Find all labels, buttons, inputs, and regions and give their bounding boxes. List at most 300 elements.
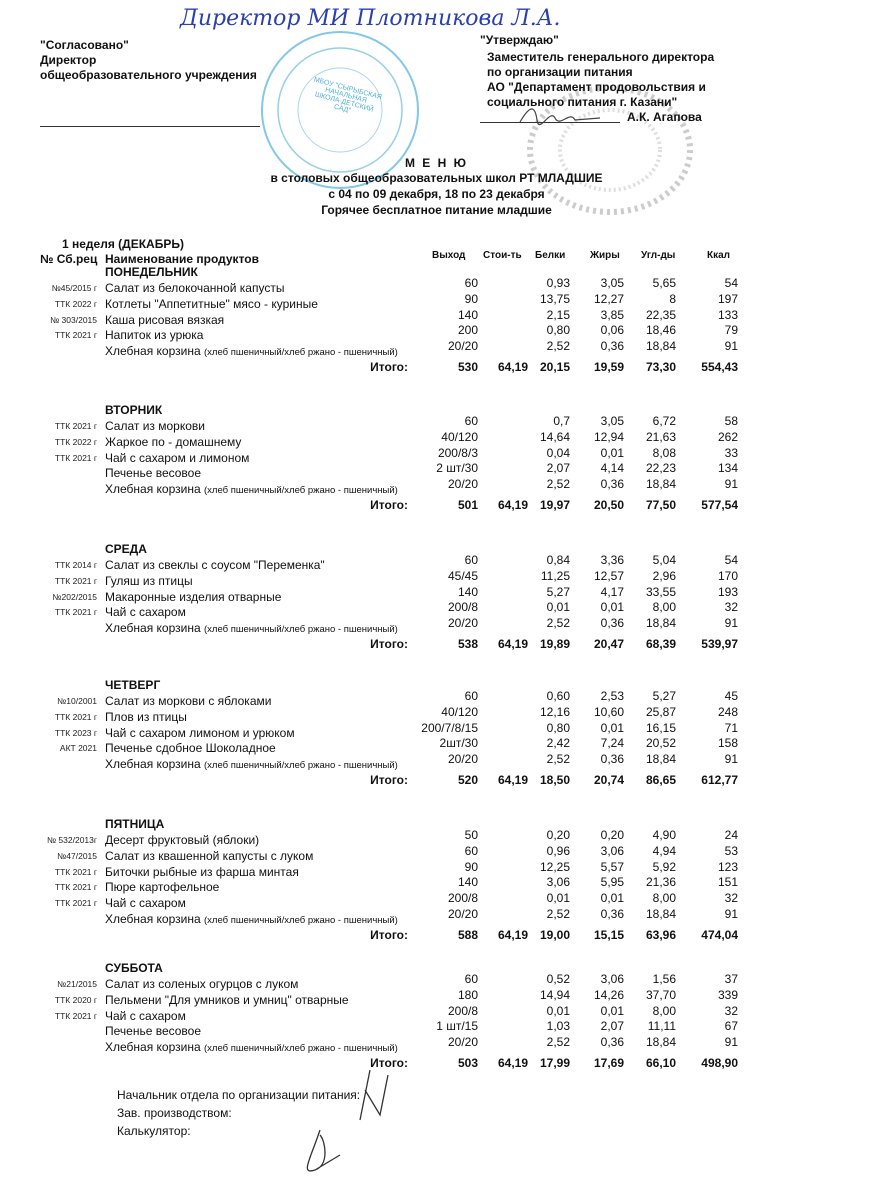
value-kcal: 79 — [724, 323, 738, 338]
total-kcal: 474,04 — [701, 927, 738, 942]
value-carb: 18,84 — [645, 477, 676, 492]
dish-name: Печенье весовое — [105, 466, 202, 481]
recipe-code: №45/2015 г — [51, 283, 97, 293]
total-label: Итого: — [370, 1056, 408, 1070]
recipe-code: ТТК 2021 г — [54, 330, 97, 341]
value-prot: 2,52 — [546, 1035, 570, 1050]
total-cost: 64,19 — [497, 927, 528, 942]
value-carb: 8 — [669, 291, 676, 306]
value-out: 90 — [464, 859, 478, 874]
value-kcal: 262 — [717, 429, 738, 444]
total-prot: 19,97 — [539, 498, 570, 512]
value-prot: 1,03 — [546, 1019, 570, 1034]
value-out: 60 — [464, 843, 478, 858]
total-row — [0, 636, 873, 652]
value-fat: 0,01 — [600, 720, 624, 735]
total-kcal: 554,43 — [701, 360, 738, 374]
value-kcal: 32 — [724, 891, 738, 906]
value-out: 45/45 — [447, 568, 478, 583]
value-fat: 7,24 — [600, 736, 624, 751]
value-carb: 18,84 — [645, 339, 676, 354]
value-kcal: 58 — [724, 414, 738, 428]
value-out: 60 — [464, 689, 478, 703]
value-fat: 0,01 — [600, 891, 624, 906]
value-out: 60 — [464, 972, 478, 986]
dish-name: Плов из птицы — [105, 709, 187, 724]
value-out: 2шт/30 — [439, 736, 478, 751]
total-fat: 20,74 — [593, 773, 624, 787]
day-name: СРЕДА — [105, 542, 147, 556]
col-cost: Стои-ть — [483, 250, 522, 261]
recipe-code: ТТК 2021 г — [54, 882, 97, 893]
value-prot: 0,60 — [546, 689, 570, 703]
col-code: № Сб.рец — [40, 252, 98, 266]
recipe-code: ТТК 2021 г — [54, 1010, 97, 1021]
value-prot: 13,75 — [539, 291, 570, 306]
value-out: 40/120 — [441, 429, 478, 444]
value-fat: 3,85 — [600, 307, 624, 322]
stamp-text: МБОУ "СЫРЫБСКАЯ НАЧАЛЬНАЯ ШКОЛА-ДЕТСКИЙ САД" — [313, 76, 383, 115]
value-carb: 37,70 — [645, 987, 676, 1002]
value-prot: 2,52 — [546, 616, 570, 631]
value-carb: 22,23 — [645, 461, 676, 476]
footer-production-manager: Зав. производством: — [117, 1106, 232, 1120]
value-carb: 18,84 — [645, 907, 676, 921]
menu-row — [0, 339, 873, 359]
value-kcal: 33 — [724, 445, 738, 460]
document-title: М Е Н Ю — [404, 156, 469, 170]
dish-name: Салат из моркови — [105, 419, 205, 433]
dish-name: Чай с сахаром лимоном и урюком — [105, 725, 295, 740]
total-carb: 63,96 — [645, 927, 676, 942]
total-fat: 20,47 — [593, 637, 624, 651]
value-fat: 14,26 — [593, 987, 624, 1002]
dish-name: Десерт фруктовый (яблоки) — [105, 833, 260, 847]
recipe-code: ТТК 2020 г — [54, 994, 97, 1005]
recipe-code: ТТК 2023 г — [54, 727, 97, 738]
value-carb: 18,84 — [645, 752, 676, 767]
bread-name: Хлебная корзина — [105, 482, 201, 497]
value-prot: 2,15 — [546, 307, 570, 322]
value-carb: 4,94 — [652, 843, 676, 858]
value-fat: 3,05 — [600, 414, 624, 428]
col-kcal: Ккал — [707, 250, 731, 261]
value-kcal: 67 — [724, 1019, 738, 1034]
recipe-code: АКТ 2021 — [59, 743, 97, 754]
total-cost: 64,19 — [497, 637, 528, 651]
dish-name: Салат из белокочанной капусты — [105, 281, 285, 295]
recipe-code: ТТК 2021 г — [54, 452, 97, 463]
value-out: 200/8/3 — [437, 445, 478, 460]
bread-name: Хлебная корзина — [105, 1040, 201, 1055]
recipe-code: ТТК 2021 г — [54, 898, 97, 909]
col-fat: Жиры — [590, 250, 620, 261]
approve-line: АО "Департамент продовольствия и — [487, 80, 706, 94]
recipe-code: ТТК 2021 г — [54, 711, 97, 722]
value-out: 60 — [464, 414, 478, 428]
value-fat: 0,01 — [600, 445, 624, 460]
total-kcal: 539,97 — [701, 637, 738, 651]
value-carb: 2,96 — [652, 568, 676, 583]
value-prot: 0,01 — [546, 1003, 570, 1018]
value-kcal: 91 — [724, 752, 738, 767]
document-subject: Горячее бесплатное питание младшие — [321, 203, 552, 217]
value-kcal: 151 — [717, 875, 738, 890]
value-fat: 2,07 — [600, 1019, 624, 1034]
total-carb: 77,50 — [645, 498, 676, 512]
dish-name: Каша рисовая вязкая — [105, 312, 225, 327]
value-kcal: 91 — [724, 477, 738, 492]
bread-name: Хлебная корзина — [105, 344, 201, 359]
value-kcal: 32 — [724, 600, 738, 615]
value-out: 200 — [457, 323, 478, 338]
value-fat: 2,53 — [600, 689, 624, 703]
total-kcal: 498,90 — [701, 1056, 738, 1070]
menu-row — [0, 907, 873, 927]
total-prot: 20,15 — [539, 360, 570, 374]
value-out: 2 шт/30 — [436, 461, 478, 476]
dish-name: Салат из моркови с яблоками — [105, 694, 272, 708]
value-fat: 0,36 — [600, 477, 624, 492]
day-name: ПОНЕДЕЛЬНИК — [105, 265, 198, 279]
value-out: 60 — [464, 276, 478, 290]
value-carb: 16,15 — [645, 720, 676, 735]
recipe-code: ТТК 2021 г — [54, 866, 97, 877]
value-fat: 0,36 — [600, 907, 624, 921]
total-label: Итого: — [370, 927, 408, 942]
total-out: 530 — [457, 360, 478, 374]
value-out: 20/20 — [447, 339, 478, 354]
value-prot: 3,06 — [546, 875, 570, 890]
dish-name: Чай с сахаром — [105, 896, 186, 911]
total-prot: 19,89 — [539, 637, 570, 651]
value-prot: 14,94 — [539, 987, 570, 1002]
day-name: ВТОРНИК — [105, 403, 163, 417]
col-name: Наименование продуктов — [105, 252, 259, 266]
bread-name: Хлебная корзина — [105, 757, 201, 772]
value-carb: 8,00 — [652, 600, 676, 615]
value-prot: 2,52 — [546, 477, 570, 492]
total-carb: 68,39 — [645, 637, 676, 651]
value-out: 50 — [464, 828, 478, 842]
dish-name: Макаронные изделия отварные — [105, 589, 282, 604]
recipe-code: № 532/2013г — [46, 835, 97, 845]
bread-note: (хлеб пшеничный/хлеб ржано - пшеничный) — [204, 624, 398, 636]
value-prot: 0,80 — [546, 720, 570, 735]
dish-name: Жаркое по - домашнему — [105, 434, 242, 449]
approve-line: Заместитель генерального директора — [487, 50, 715, 64]
recipe-code: №21/2015 — [57, 979, 97, 989]
value-carb: 20,52 — [645, 736, 676, 751]
recipe-code: №10/2001 — [57, 696, 97, 706]
value-fat: 4,17 — [600, 584, 624, 599]
dish-name: Пюре картофельное — [105, 880, 220, 895]
value-prot: 2,07 — [546, 461, 570, 476]
value-out: 180 — [457, 987, 478, 1002]
value-carb: 1,56 — [652, 972, 676, 986]
value-prot: 2,52 — [546, 752, 570, 767]
dish-name: Чай с сахаром — [105, 1008, 186, 1023]
value-kcal: 91 — [724, 907, 738, 921]
value-out: 200/8 — [447, 891, 478, 906]
menu-row — [0, 1035, 873, 1055]
total-out: 588 — [457, 927, 478, 942]
value-fat: 3,36 — [600, 553, 624, 567]
dish-name: Печенье весовое — [105, 1024, 202, 1039]
value-out: 90 — [464, 291, 478, 306]
value-prot: 0,7 — [553, 414, 570, 428]
value-carb: 8,00 — [652, 891, 676, 906]
value-fat: 10,60 — [593, 704, 624, 719]
recipe-code: №202/2015 — [52, 591, 97, 602]
col-out: Выход — [432, 250, 466, 261]
value-out: 20/20 — [447, 616, 478, 631]
dish-name: Напиток из урюка — [105, 328, 204, 343]
value-prot: 0,93 — [546, 276, 570, 290]
total-carb: 86,65 — [645, 773, 676, 787]
value-out: 20/20 — [447, 907, 478, 921]
value-fat: 3,06 — [600, 843, 624, 858]
value-carb: 6,72 — [652, 414, 676, 428]
dish-name: Чай с сахаром — [105, 605, 186, 620]
value-kcal: 91 — [724, 1035, 738, 1050]
recipe-code: ТТК 2022 г — [54, 298, 97, 309]
value-kcal: 248 — [717, 704, 738, 719]
col-carb: Угл-ды — [641, 250, 676, 261]
value-fat: 12,57 — [593, 568, 624, 583]
value-fat: 0,36 — [600, 339, 624, 354]
total-fat: 20,50 — [593, 498, 624, 512]
value-prot: 0,84 — [546, 553, 570, 567]
value-kcal: 133 — [717, 307, 738, 322]
total-cost: 64,19 — [497, 498, 528, 512]
value-fat: 0,36 — [600, 1035, 624, 1050]
total-out: 501 — [457, 498, 478, 512]
total-cost: 64,19 — [497, 773, 528, 787]
dish-name: Салат из соленых огурцов с луком — [105, 977, 299, 991]
value-carb: 11,11 — [647, 1019, 676, 1034]
director-signature-handwritten: Директор МИ Плотникова Л.А. — [180, 6, 561, 31]
col-prot: Белки — [535, 250, 566, 261]
total-label: Итого: — [370, 360, 408, 374]
total-row — [0, 497, 873, 513]
value-kcal: 193 — [717, 584, 738, 599]
approve-line: социального питания г. Казани" — [487, 95, 678, 109]
total-cost: 64,19 — [497, 1056, 528, 1070]
value-fat: 0,36 — [600, 752, 624, 767]
value-carb: 8,00 — [652, 1003, 676, 1018]
value-out: 200/7/8/15 — [421, 720, 478, 735]
dish-name: Пельмени "Для умников и умниц" отварные — [105, 992, 349, 1007]
total-label: Итого: — [370, 637, 408, 651]
recipe-code: ТТК 2014 г — [54, 560, 97, 570]
recipe-code: № 303/2015 — [50, 314, 97, 325]
value-kcal: 134 — [717, 461, 738, 476]
approver-name: А.К. Агапова — [627, 110, 702, 124]
value-fat: 3,06 — [600, 972, 624, 986]
value-prot: 11,25 — [540, 568, 570, 583]
value-fat: 0,36 — [600, 616, 624, 631]
value-prot: 0,52 — [546, 972, 570, 986]
total-out: 538 — [457, 637, 478, 651]
week-label: 1 неделя (ДЕКАБРЬ) — [62, 237, 184, 251]
approver-signature — [515, 100, 605, 130]
value-out: 140 — [457, 307, 478, 322]
value-out: 200/8 — [447, 1003, 478, 1018]
value-kcal: 197 — [717, 291, 738, 306]
recipe-code: ТТК 2021 г — [54, 607, 97, 618]
bread-name: Хлебная корзина — [105, 912, 201, 926]
agreed-label: "Согласовано" — [40, 38, 129, 52]
value-kcal: 45 — [724, 689, 738, 703]
value-out: 20/20 — [447, 477, 478, 492]
value-kcal: 170 — [717, 568, 738, 583]
recipe-code: ТТК 2021 г — [54, 575, 97, 586]
value-carb: 21,36 — [645, 875, 676, 890]
total-prot: 18,50 — [539, 773, 570, 787]
bread-note: (хлеб пшеничный/хлеб ржано - пшеничный) — [204, 915, 398, 926]
value-carb: 18,46 — [645, 323, 676, 338]
value-kcal: 32 — [724, 1003, 738, 1018]
value-carb: 5,92 — [652, 859, 676, 874]
value-kcal: 158 — [717, 736, 738, 751]
value-carb: 5,04 — [652, 553, 676, 567]
total-row — [0, 359, 873, 375]
total-out: 503 — [457, 1056, 478, 1070]
value-out: 140 — [457, 584, 478, 599]
total-row — [0, 1055, 873, 1071]
day-name: ПЯТНИЦА — [105, 817, 165, 831]
value-prot: 0,96 — [546, 843, 570, 858]
total-fat: 15,15 — [593, 927, 624, 942]
value-kcal: 24 — [724, 828, 738, 842]
value-prot: 2,52 — [546, 907, 570, 921]
bread-note: (хлеб пшеничный/хлеб ржано - пшеничный) — [204, 485, 398, 497]
value-carb: 25,87 — [645, 704, 676, 719]
value-out: 60 — [464, 553, 478, 567]
value-fat: 12,27 — [593, 291, 624, 306]
value-out: 20/20 — [447, 1035, 478, 1050]
total-label: Итого: — [370, 773, 408, 787]
value-carb: 5,27 — [652, 689, 676, 703]
value-fat: 0,01 — [600, 600, 624, 615]
value-fat: 0,01 — [600, 1003, 624, 1018]
value-kcal: 37 — [724, 972, 738, 986]
bread-note: (хлеб пшеничный/хлеб ржано - пшеничный) — [204, 1043, 398, 1055]
value-carb: 18,84 — [645, 1035, 676, 1050]
value-out: 140 — [457, 875, 478, 890]
value-fat: 4,14 — [600, 461, 624, 476]
day-name: СУББОТА — [105, 961, 163, 975]
value-carb: 21,63 — [645, 429, 676, 444]
value-prot: 12,25 — [539, 859, 570, 874]
menu-row — [0, 616, 873, 636]
total-prot: 17,99 — [539, 1056, 570, 1070]
total-carb: 73,30 — [645, 360, 676, 374]
value-carb: 4,90 — [652, 828, 676, 842]
value-prot: 0,01 — [546, 891, 570, 906]
total-fat: 17,69 — [593, 1056, 624, 1070]
total-fat: 19,59 — [593, 360, 624, 374]
footer-head-of-nutrition: Начальник отдела по организации питания: — [117, 1088, 361, 1102]
value-out: 40/120 — [441, 704, 478, 719]
total-cost: 64,19 — [497, 360, 528, 374]
value-fat: 3,05 — [600, 276, 624, 290]
value-prot: 12,16 — [539, 704, 570, 719]
dish-name: Салат из квашенной капусты с луком — [105, 848, 314, 863]
total-row — [0, 927, 873, 943]
total-prot: 19,00 — [539, 927, 570, 942]
recipe-code: ТТК 2022 г — [54, 436, 97, 447]
approve-label: "Утверждаю" — [480, 33, 559, 47]
value-carb: 18,84 — [645, 616, 676, 631]
agreed-signature-line — [40, 126, 260, 127]
value-kcal: 123 — [717, 859, 738, 874]
menu-row — [0, 477, 873, 497]
bread-note: (хлеб пшеничный/хлеб ржано - пшеничный) — [204, 760, 398, 772]
value-fat: 0,20 — [600, 828, 624, 842]
day-name: ЧЕТВЕРГ — [105, 678, 161, 692]
value-carb: 8,08 — [652, 445, 676, 460]
value-out: 20/20 — [447, 752, 478, 767]
value-prot: 5,27 — [546, 584, 570, 599]
value-prot: 0,20 — [546, 828, 570, 842]
recipe-code: №47/2015 — [57, 850, 97, 861]
dish-name: Гуляш из птицы — [105, 573, 193, 588]
value-prot: 2,52 — [546, 339, 570, 354]
value-kcal: 91 — [724, 616, 738, 631]
total-label: Итого: — [370, 498, 408, 512]
value-fat: 12,94 — [593, 429, 624, 444]
value-fat: 0,06 — [600, 323, 624, 338]
value-out: 1 шт/15 — [436, 1019, 478, 1034]
value-prot: 0,04 — [546, 445, 570, 460]
document-subtitle: в столовых общеобразовательных школ РТ МЛАДШИЕ — [270, 171, 603, 185]
value-kcal: 54 — [724, 553, 738, 567]
dish-name: Котлеты "Аппетитные" мясо - куриные — [105, 296, 318, 311]
value-prot: 0,01 — [546, 600, 570, 615]
value-out: 200/8 — [447, 600, 478, 615]
value-kcal: 91 — [724, 339, 738, 354]
menu-row — [0, 752, 873, 772]
total-kcal: 612,77 — [701, 773, 738, 787]
footer-signature — [280, 1060, 410, 1180]
total-out: 520 — [457, 773, 478, 787]
value-kcal: 71 — [724, 720, 738, 735]
dish-name: Печенье сдобное Шоколадное — [105, 741, 276, 756]
value-fat: 5,57 — [600, 859, 624, 874]
total-row — [0, 772, 873, 788]
value-prot: 0,80 — [546, 323, 570, 338]
value-kcal: 53 — [724, 843, 738, 858]
approve-line: по организации питания — [487, 65, 633, 79]
value-prot: 2,42 — [546, 736, 570, 751]
agreed-org: общеобразовательного учреждения — [40, 68, 257, 82]
value-kcal: 339 — [717, 987, 738, 1002]
value-carb: 5,65 — [652, 276, 676, 290]
value-kcal: 54 — [724, 276, 738, 290]
bread-name: Хлебная корзина — [105, 621, 201, 636]
recipe-code: ТТК 2021 г — [54, 421, 97, 431]
dish-name: Чай с сахаром и лимоном — [105, 450, 250, 465]
dish-name: Биточки рыбные из фарша минтая — [105, 864, 299, 879]
footer-calculator: Калькулятор: — [117, 1124, 191, 1138]
agreed-role: Директор — [40, 53, 97, 67]
bread-note: (хлеб пшеничный/хлеб ржано - пшеничный) — [204, 347, 398, 359]
value-carb: 33,55 — [645, 584, 676, 599]
value-fat: 5,95 — [600, 875, 624, 890]
value-prot: 14,64 — [539, 429, 570, 444]
